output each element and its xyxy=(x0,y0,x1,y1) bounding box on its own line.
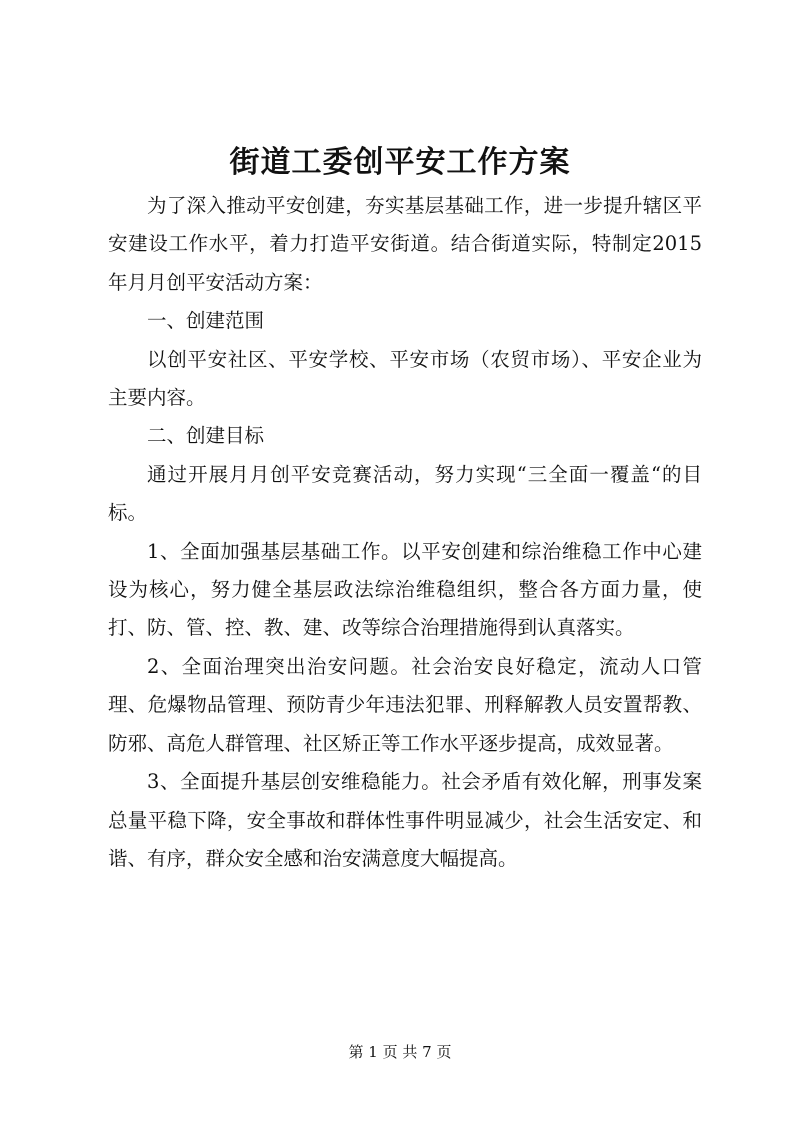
goal-item-3: 3、全面提升基层创安维稳能力。社会矛盾有效化解，刑事发案总量平稳下降，安全事故和群体性事件明显减少，社会生活安定、和谐、有序，群众安全感和治安满意度大幅提高。 xyxy=(108,770,702,870)
goals-paragraph: 通过开展月月创平安竞赛活动，努力实现“三全面一覆盖“的目标。 xyxy=(108,462,702,525)
page-title: 街道工委创平安工作方案 xyxy=(229,145,571,180)
goal-item-1: 1、全面加强基层基础工作。以平安创建和综治维稳工作中心建设为核心，努力健全基层政法综治维稳组织，整合各方面力量，使打、防、管、控、教、建、改等综合治理措施得到认真落实。 xyxy=(108,539,702,640)
goal-item-2: 2、全面治理突出治安问题。社会治安良好稳定，流动人口管理、危爆物品管理、预防青少年违法犯罪、刑释解教人员安置帮教、防邪、高危人群管理、社区矫正等工作水平逐步提高，成效显著。 xyxy=(108,654,702,755)
section-heading-goals: 二、创建目标 xyxy=(147,424,265,448)
page-footer: 第 1 页 共 7 页 xyxy=(348,1043,452,1061)
document-body xyxy=(108,187,702,878)
intro-paragraph: 为了深入推动平安创建，夯实基层基础工作，进一步提升辖区平安建设工作水平，着力打造平安街道。结合街道实际，特制定2015年月月创平安活动方案： xyxy=(108,194,702,294)
scope-paragraph: 以创平安社区、平安学校、平安市场（农贸市场）、平安企业为主要内容。 xyxy=(108,347,702,410)
section-heading-scope: 一、创建范围 xyxy=(147,309,265,333)
